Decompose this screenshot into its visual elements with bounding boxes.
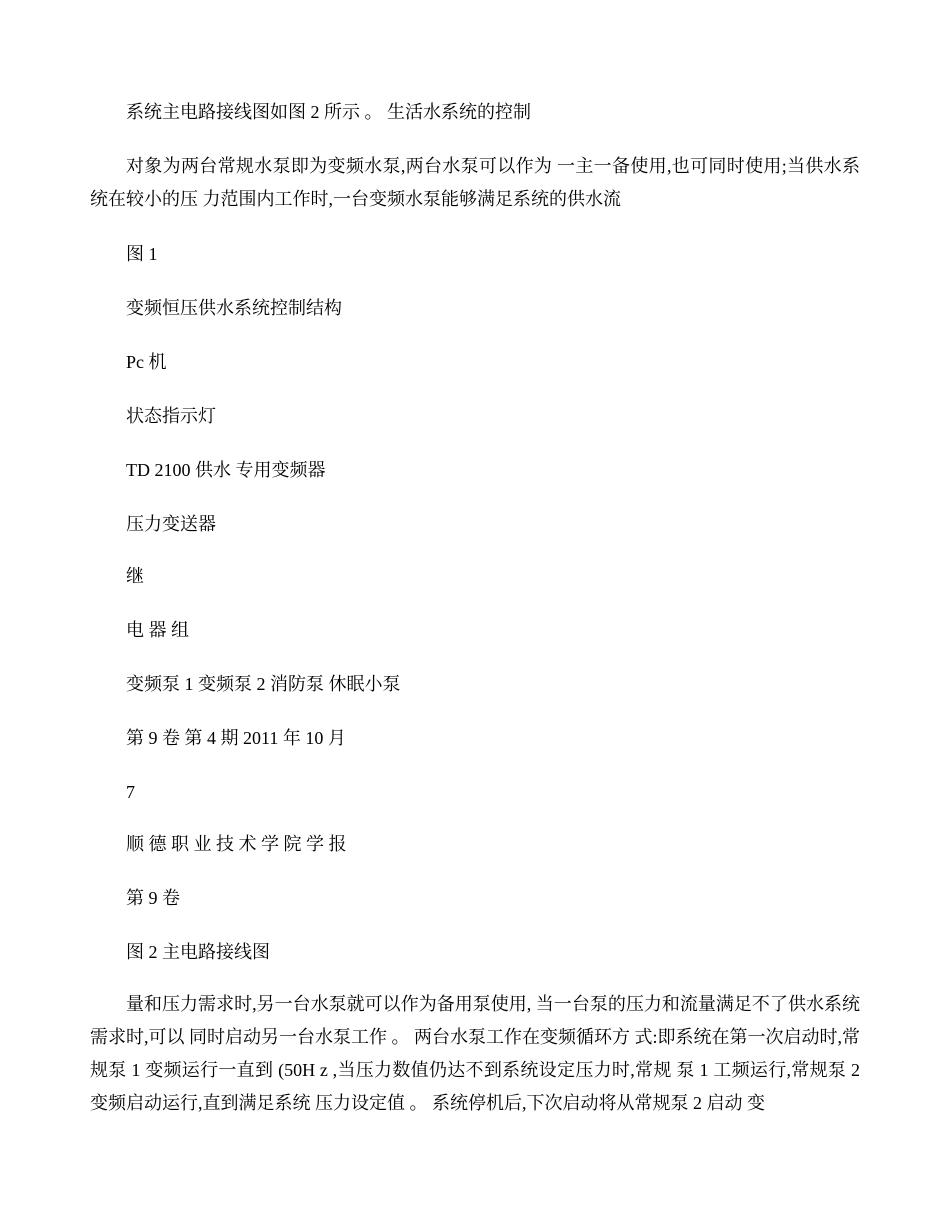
- figure-2-caption: 图 2 主电路接线图: [126, 942, 270, 962]
- issue-info: 第 9 卷 第 4 期 2011 年 10 月: [126, 728, 346, 748]
- paragraph-water-system: 对象为两台常规水泵即为变频水泵,两台水泵可以作为 一主一备使用,也可同时使用;当供水系统在较小的压 力范围内工作时,一台变频水泵能够满足系统的供水流: [90, 156, 860, 209]
- figure-1-pumps-label: 变频泵 1 变频泵 2 消防泵 休眠小泵: [126, 674, 401, 694]
- figure-1-label: 图 1: [126, 244, 158, 264]
- text-line-intro: 系统主电路接线图如图 2 所示 。 生活水系统的控制: [126, 102, 531, 122]
- figure-1-pc-label: Pc 机: [126, 352, 167, 372]
- page-number: 7: [126, 782, 135, 802]
- paragraph-pump-operation: 量和压力需求时,另一台水泵就可以作为备用泵使用, 当一台泵的压力和流量满足不了供水系统需求时,可以 同时启动另一台水泵工作 。 两台水泵工作在变频循环方 式:即系统在第一次启动时,常规泵 1 变频运行一直到 (50H z ,当压力数值仍达不到系统设定压力时,常规 泵 1 工频运行,常规泵 2 变频启动运行,直到满足系统 压力设定值 。 系统停机后,下次启动将从常规泵 2 启动 变: [90, 994, 860, 1113]
- volume-label: 第 9 卷: [126, 888, 180, 908]
- figure-1-relay-label-a: 继: [126, 566, 144, 586]
- figure-1-relay-label-b: 电 器 组: [126, 620, 189, 640]
- figure-1-indicator-label: 状态指示灯: [126, 406, 216, 426]
- figure-1-title: 变频恒压供水系统控制结构: [126, 298, 342, 318]
- journal-name: 顺 德 职 业 技 术 学 院 学 报: [126, 834, 347, 854]
- figure-1-inverter-label: TD 2100 供水 专用变频器: [126, 460, 326, 480]
- figure-1-pressure-label: 压力变送器: [126, 514, 216, 534]
